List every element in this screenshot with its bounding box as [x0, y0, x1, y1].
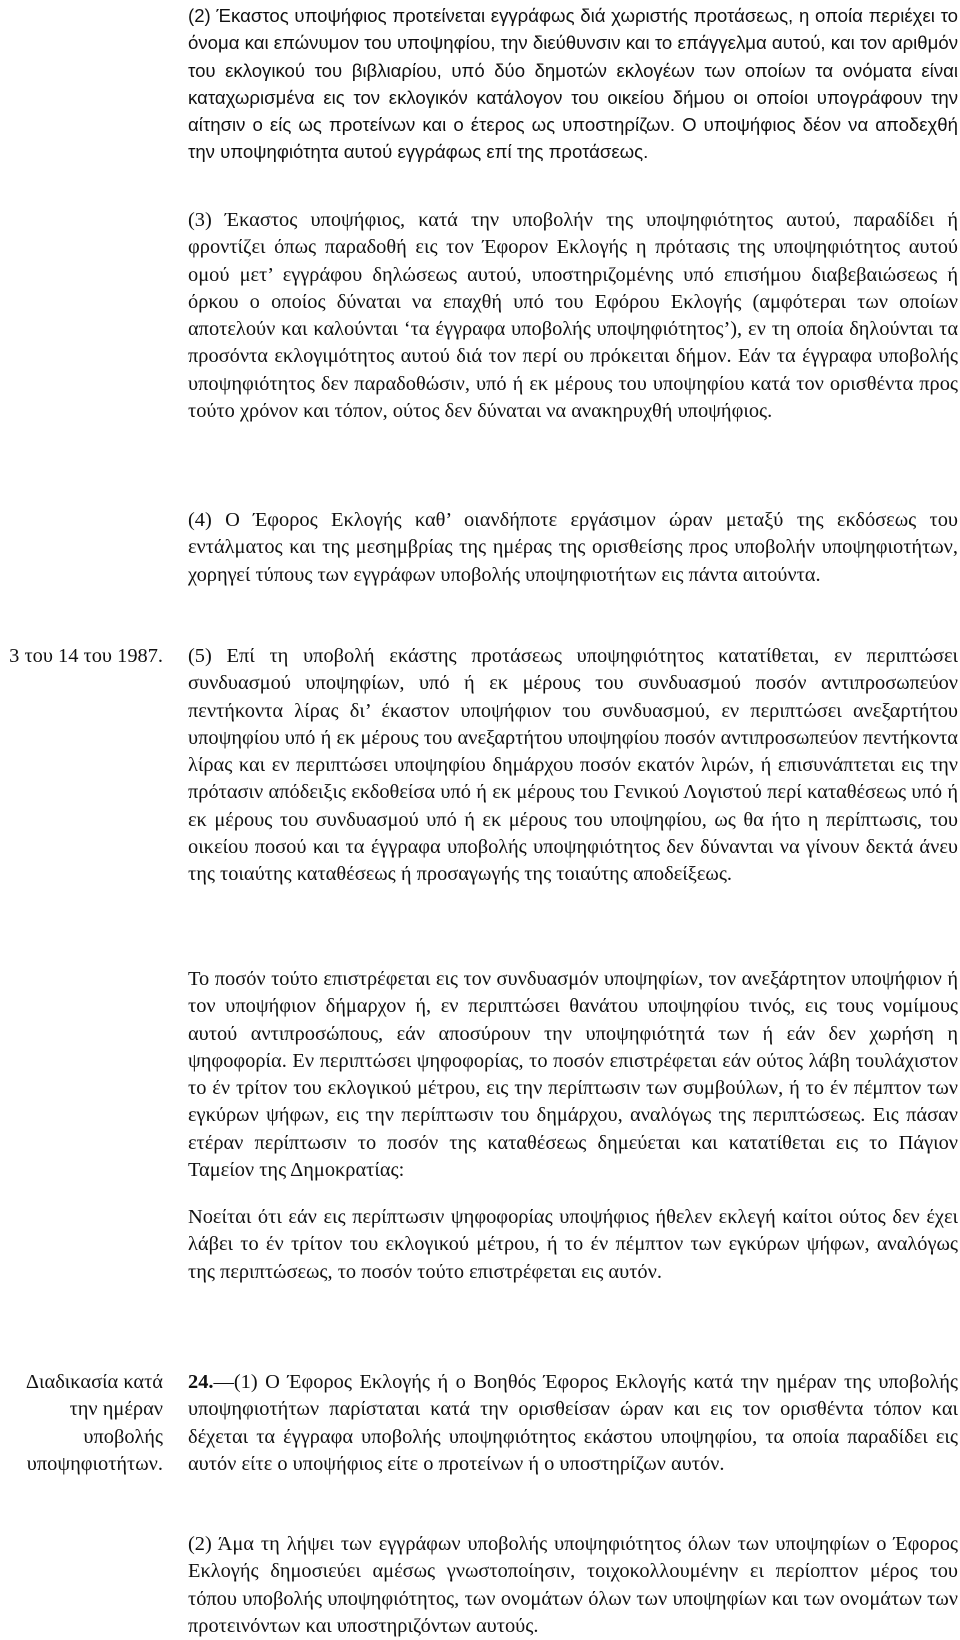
paragraph-section-24-1: [188, 1369, 958, 1478]
margin-note-amendment: 3 του 14 του 1987.: [9, 645, 163, 667]
paragraph-section-24-2: (2) Άμα τη λήψει των εγγράφων υποβολής υποψηφιότητος όλων των υποψηφίων ο Έφορος Εκλογής δημοσιεύει αμέσως γνωστοποίησιν, τοιχοκολλουμένην ει περίοπτον μέρος του τόπου υποβολής υποψηφιότητος, των ονομάτων όλων των υποψηφίων και των ονομάτων των προτεινόντων και υποστηριζόντων αυτούς.: [188, 1533, 958, 1637]
paragraph-subsection-5: (5) Επί τη υποβολή εκάστης προτάσεως υποψηφιότητος κατατίθεται, εν περιπτώσει συνδυασμού υποψηφίων, υπό ή εκ μέρους του συνδυασμού ποσόν αντιπροσωπεύον πεντήκοντα λίρας δι’ έκαστον υποψήφιον του συνδυασμού, εν περιπτώσει ανεξαρτήτου υποψηφίου υπό ή εκ μέρους του ανεξαρτήτου υποψηφίου ποσόν αντιπροσωπεύον πεντήκοντα λίρας και εν περιπτώσει υποψηφίου δημάρχου ποσόν εκατόν λιρών, ή επισυνάπτεται εις την πρότασιν απόδειξις εκδοθείσα υπό ή εκ μέρους του Γενικού Λογιστού περί καταθέσεως υπό ή εκ μέρους του συνδυασμού υπό ή εκ μέρους του υποψηφίου, ως θα ήτο η περίπτωσις, του οικείου ποσού και τα έγγραφα υποβολής υποψηφιότητος δεν δύνανται να γίνουν δεκτά άνευ της τοιαύτης καταθέσεως ή προσαγωγής της τοιαύτης αποδείξεως.: [188, 645, 958, 886]
paragraph-subsection-2: (2) Έκαστος υποψήφιος προτείνεται εγγράφως διά χωριστής προτάσεως, η οποία περιέχει το όνομα και επώνυμον του υποψηφίου, την διεύθυνσιν και το επάγγελμα αυτού, και τον αριθμόν του εκλογικού του βιβλιαρίου, υπό δύο δημοτών εκλογέων των οποίων τα ονόματα είναι καταχωρισμένα εις τον εκλογικόν κατάλογον του οικείου δήμου οι οποίοι υπογράφουν την αίτησιν ο είς ως προτείνων και ο έτερος ως υποστηρίζων. Ο υποψήφιος δέον να αποδεχθή την υποψηφιότητα αυτού εγγράφως επί της προτάσεως.: [188, 5, 958, 163]
paragraph-subsection-4: (4) Ο Έφορος Εκλογής καθ’ οιανδήποτε εργάσιμον ώραν μεταξύ της εκδόσεως του εντάλματος και της μεσημβρίας της ημέρας της ορισθείσης προς υποβολήν υποψηφιοτήτων, χορηγεί τύπους των εγγράφων υποβολής υποψηφιοτήτων εις πάντα αιτούντα.: [188, 509, 958, 586]
paragraph-subsection-3: (3) Έκαστος υποψήφιος, κατά την υποβολήν της υποψηφιότητος αυτού, παραδίδει ή φροντίζει όπως παραδοθή εις τον Έφορον Εκλογής η πρότασις της υποψηφιότητος αυτού ομού μετ’ εγγράφου δηλώσεως αυτού, υποστηριζομένης υπό επισήμου διαβεβαιώσεως ή όρκου ο οποίος δύναται να επαχθή υπό του Εφόρου Εκλογής (αμφότεραι των οποίων αποτελούν και καλούνται ‘τα έγγραφα υποβολής υποψηφιότητος’), εν τη οποία δηλούνται τα προσόντα εκλογιμότητος αυτού διά τον περί ου πρόκειται δήμον. Εάν τα έγγραφα υποβολής υποψηφιότητος δεν παραδοθώσιν, υπό ή εκ μέρους του υποψηφίου κατά τον ορισθέντα προς τούτο χρόνον και τόπον, ούτος δεν δύναται να ανακηρυχθή υποψήφιος.: [188, 209, 958, 423]
margin-note-section-24: Διαδικασία κατά την ημέραν υποβολής υποψηφιοτήτων.: [25, 1371, 163, 1475]
section-24-1-text: —(1) Ο Έφορος Εκλογής ή ο Βοηθός Έφορος Εκλογής κατά την ημέραν της υποβολής υποψηφιοτήτων παρίσταται κατά την ορισθείσαν ώραν και εις τον ορισθέντα τόπον και δέχεται τα έγγραφα υποβολής υποψηφιότητος εκάστου υποψηφίου, τα οποία παραδίδει εις αυτόν είτε ο υποψήφιος είτε ο προτείνων ή ο υποστηρίζων αυτόν.: [188, 1371, 958, 1475]
section-number: 24.: [188, 1371, 214, 1393]
paragraph-deposit-refund: Το ποσόν τούτο επιστρέφεται εις τον συνδυασμόν υποψηφίων, τον ανεξάρτητον υποψήφιον ή τον υποψήφιον δήμαρχον ή, εν περιπτώσει θανάτου υποψηφίου τινός, εις τους νομίμους αυτού αντιπροσώπους, εάν αποσύρουν την υποψηφιότητά των ή εάν δεν χωρήση η ψηφοφορία. Εν περιπτώσει ψηφοφορίας, το ποσόν επιστρέφεται εάν ούτος λάβη τουλάχιστον το έν τρίτον του εκλογικού μέτρου, εις την περίπτωσιν των συμβούλων, ή το έν πέμπτον των εγκύρων ψήφων, εις την περίπτωσιν του δημάρχου, αναλόγως της περιπτώσεως. Εις πάσαν ετέραν περίπτωσιν το ποσόν της καταθέσεως δημεύεται και κατατίθεται εις το Πάγιον Ταμείον της Δημοκρατίας:: [188, 968, 958, 1182]
paragraph-proviso: Νοείται ότι εάν εις περίπτωσιν ψηφοφορίας υποψήφιος ήθελεν εκλεγή καίτοι ούτος δεν έχει λάβει το έν τρίτον του εκλογικού μέτρου, ή το έν πέμπτον των εγκύρων ψήφων, αναλόγως της περιπτώσεως, το ποσόν τούτο επιστρέφεται εις αυτόν.: [188, 1206, 958, 1283]
